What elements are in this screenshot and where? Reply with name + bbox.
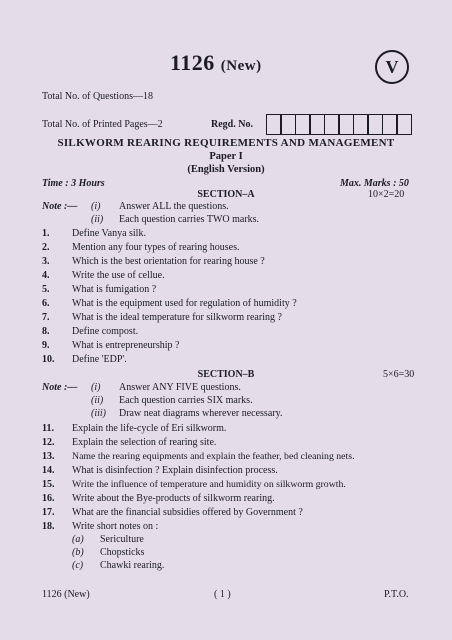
note-item-text: Each question carries SIX marks. [119, 395, 253, 406]
max-marks: Max. Marks : 50 [340, 178, 409, 189]
question-number: 4. [42, 270, 50, 281]
paper-code-number: 1126 [170, 50, 215, 75]
section-b-heading: SECTION–B [197, 369, 255, 380]
question-number: 2. [42, 242, 50, 253]
question-number: 12. [42, 437, 55, 448]
question-text: What is disinfection ? Explain disinfection process. [72, 465, 278, 476]
question-number: 16. [42, 493, 55, 504]
question-number: 14. [42, 465, 55, 476]
regd-no-boxes[interactable] [267, 114, 412, 135]
section-a-marks: 10×2=20 [368, 189, 405, 200]
subpart-label: (c) [72, 560, 84, 571]
section-a-note-label: Note :— [42, 201, 78, 212]
note-item-number: (ii) [91, 214, 104, 225]
question-number: 11. [42, 423, 54, 434]
question-text: What are the financial subsidies offered by Government ? [72, 507, 303, 518]
version-circle-mark: V [375, 50, 409, 84]
page-number: ( 1 ) [214, 589, 231, 600]
regd-no-label: Regd. No. [211, 119, 253, 130]
exam-title: SILKWORM REARING REQUIREMENTS AND MANAGEMENT [57, 137, 395, 149]
note-item-text: Answer ALL the questions. [119, 201, 229, 212]
subpart-text: Chawki rearing. [100, 560, 165, 571]
question-text: Mention any four types of rearing houses. [72, 242, 240, 253]
question-text: Write about the Bye-products of silkworm rearing. [72, 493, 275, 504]
question-text: Explain the selection of rearing site. [72, 437, 217, 448]
question-text: Write the use of cellue. [72, 270, 165, 281]
question-number: 1. [42, 228, 50, 239]
question-text: What is entrepreneurship ? [72, 340, 180, 351]
question-number: 15. [42, 479, 55, 490]
question-text: Explain the life-cycle of Eri silkworm. [72, 423, 227, 434]
question-text: Define Vanya silk. [72, 228, 146, 239]
question-number: 17. [42, 507, 55, 518]
question-number: 13. [42, 451, 55, 462]
pto-label: P.T.O. [384, 589, 409, 600]
question-number: 10. [42, 354, 55, 365]
section-b-marks: 5×6=30 [383, 369, 415, 380]
note-item-number: (ii) [91, 395, 104, 406]
question-number: 9. [42, 340, 50, 351]
note-item-number: (i) [91, 201, 101, 212]
subpart-text: Chopsticks [100, 547, 145, 558]
subpart-label: (a) [72, 534, 84, 545]
question-text: What is fumigation ? [72, 284, 157, 295]
total-pages: Total No. of Printed Pages—2 [42, 119, 163, 130]
section-a-heading: SECTION–A [197, 189, 255, 200]
question-text: Write the influence of temperature and humidity on silkworm growth. [72, 479, 346, 490]
question-text: Write short notes on : [72, 521, 159, 532]
question-number: 7. [42, 312, 50, 323]
paper-number: Paper I [209, 151, 243, 162]
footer-code: 1126 (New) [42, 589, 90, 600]
question-number: 8. [42, 326, 50, 337]
regd-digit-box[interactable] [396, 114, 412, 135]
question-number: 3. [42, 256, 50, 267]
subpart-label: (b) [72, 547, 84, 558]
note-item-text: Draw neat diagrams wherever necessary. [119, 408, 283, 419]
note-item-number: (iii) [91, 408, 106, 419]
note-item-text: Answer ANY FIVE questions. [119, 382, 241, 393]
time-allowed: Time : 3 Hours [42, 178, 105, 189]
question-text: Define 'EDP'. [72, 354, 127, 365]
paper-code [170, 50, 262, 76]
question-text: Define compost. [72, 326, 139, 337]
section-b-note-label: Note :— [42, 382, 78, 393]
question-number: 6. [42, 298, 50, 309]
question-text: What is the ideal temperature for silkworm rearing ? [72, 312, 282, 323]
note-item-number: (i) [91, 382, 101, 393]
paper-code-suffix: (New) [220, 58, 262, 74]
question-number: 18. [42, 521, 55, 532]
question-text: Name the rearing equipments and explain the feather, bed cleaning nets. [72, 451, 355, 462]
subpart-text: Sericulture [100, 534, 144, 545]
total-questions: Total No. of Questions—18 [42, 91, 153, 102]
question-number: 5. [42, 284, 50, 295]
question-text: Which is the best orientation for rearing house ? [72, 256, 265, 267]
note-item-text: Each question carries TWO marks. [119, 214, 260, 225]
paper-version: (English Version) [187, 164, 265, 175]
question-text: What is the equipment used for regulation of humidity ? [72, 298, 297, 309]
